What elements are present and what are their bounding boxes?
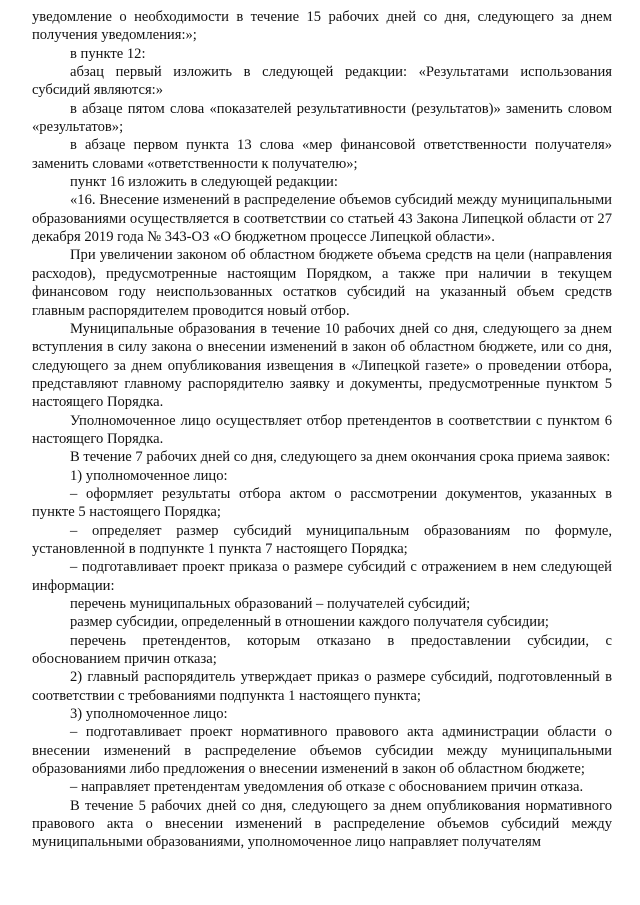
paragraph: перечень муниципальных образований – получателей субсидий; bbox=[70, 596, 471, 612]
paragraph: В течение 7 рабочих дней со дня, следующего за днем окончания срока приема заявок: bbox=[70, 449, 611, 466]
paragraph: уведомление о необходимости в течение 15 рабочих дней со дня, следующего за днем получения уведомления:»; bbox=[32, 9, 612, 44]
paragraph: – оформляет результаты отбора актом о рассмотрении документов, указанных в пункте 5 настоящего Порядка; bbox=[32, 485, 612, 521]
paragraph: 1) уполномоченное лицо: bbox=[70, 467, 228, 484]
paragraph: абзац первый изложить в следующей редакции: «Результатами использования субсидий являются:» bbox=[32, 64, 612, 99]
paragraph: перечень претендентов, которым отказано в предоставлении субсидии, с обоснованием причин отказа; bbox=[32, 632, 612, 668]
paragraph: При увеличении законом об областном бюджете объема средств на цели (направления расходов), предусмотренные настоящим Порядком, а также при наличии в текущем финансовом году неиспользованных остатков субсидий на указанный объем средств главным распорядителем проводится новый отбор. bbox=[32, 247, 612, 319]
paragraph: Муниципальные образования в течение 10 рабочих дней со дня, следующего за днем вступления в силу закона о внесении изменений в закон об областном бюджете, или со дня, следующего за днем опубликования извещения в «Липецкой газете» о проведении отбора, представляют главному распорядителю заявку и документы, предусмотренные пунктом 5 настоящего Порядка. bbox=[32, 320, 612, 411]
paragraph: – определяет размер субсидий муниципальным образованиям по формуле, установленной в подпункте 1 пункта 7 настоящего Порядка; bbox=[32, 522, 612, 557]
paragraph: в абзаце пятом слова «показателей результативности (результатов)» заменить словом «результатов»; bbox=[32, 100, 612, 136]
paragraph: В течение 5 рабочих дней со дня, следующего за днем опубликования нормативного правового акта о внесении изменений в распределение объемов субсидий между муниципальными образованиями, уполномоченное лицо направляет получателям bbox=[32, 797, 612, 851]
paragraph: «16. Внесение изменений в распределение объемов субсидий между муниципальными образованиями осуществляется в соответствии со статьей 43 Закона Липецкой области от 27 декабря 2019 года № 343-ОЗ «О бюджетном процессе Липецкой области». bbox=[32, 192, 612, 246]
paragraph: – направляет претендентам уведомления об отказе с обоснованием причин отказа. bbox=[70, 779, 584, 796]
paragraph: в пункте 12: bbox=[70, 45, 146, 62]
paragraph: в абзаце первом пункта 13 слова «мер финансовой ответственности получателя» заменить словами «ответственности к получателю»; bbox=[32, 137, 612, 172]
paragraph: – подготавливает проект приказа о размере субсидий с отражением в нем следующей информации: bbox=[32, 559, 612, 594]
document-page bbox=[32, 8, 612, 852]
paragraph: Уполномоченное лицо осуществляет отбор претендентов в соответствии с пунктом 6 настоящего Порядка. bbox=[32, 412, 612, 447]
paragraph: пункт 16 изложить в следующей редакции: bbox=[70, 174, 338, 191]
paragraph: размер субсидии, определенный в отношении каждого получателя субсидии; bbox=[70, 614, 549, 631]
paragraph: – подготавливает проект нормативного правового акта администрации области о внесении изменений в распределение объемов субсидии между муниципальными образованиями либо предложения о внесении изменений в закон об областном бюджете; bbox=[32, 724, 612, 778]
paragraph: 2) главный распорядитель утверждает приказ о размере субсидий, подготовленный в соответствии с требованиями подпункта 1 настоящего пункта; bbox=[32, 669, 612, 704]
paragraph: 3) уполномоченное лицо: bbox=[70, 706, 228, 723]
